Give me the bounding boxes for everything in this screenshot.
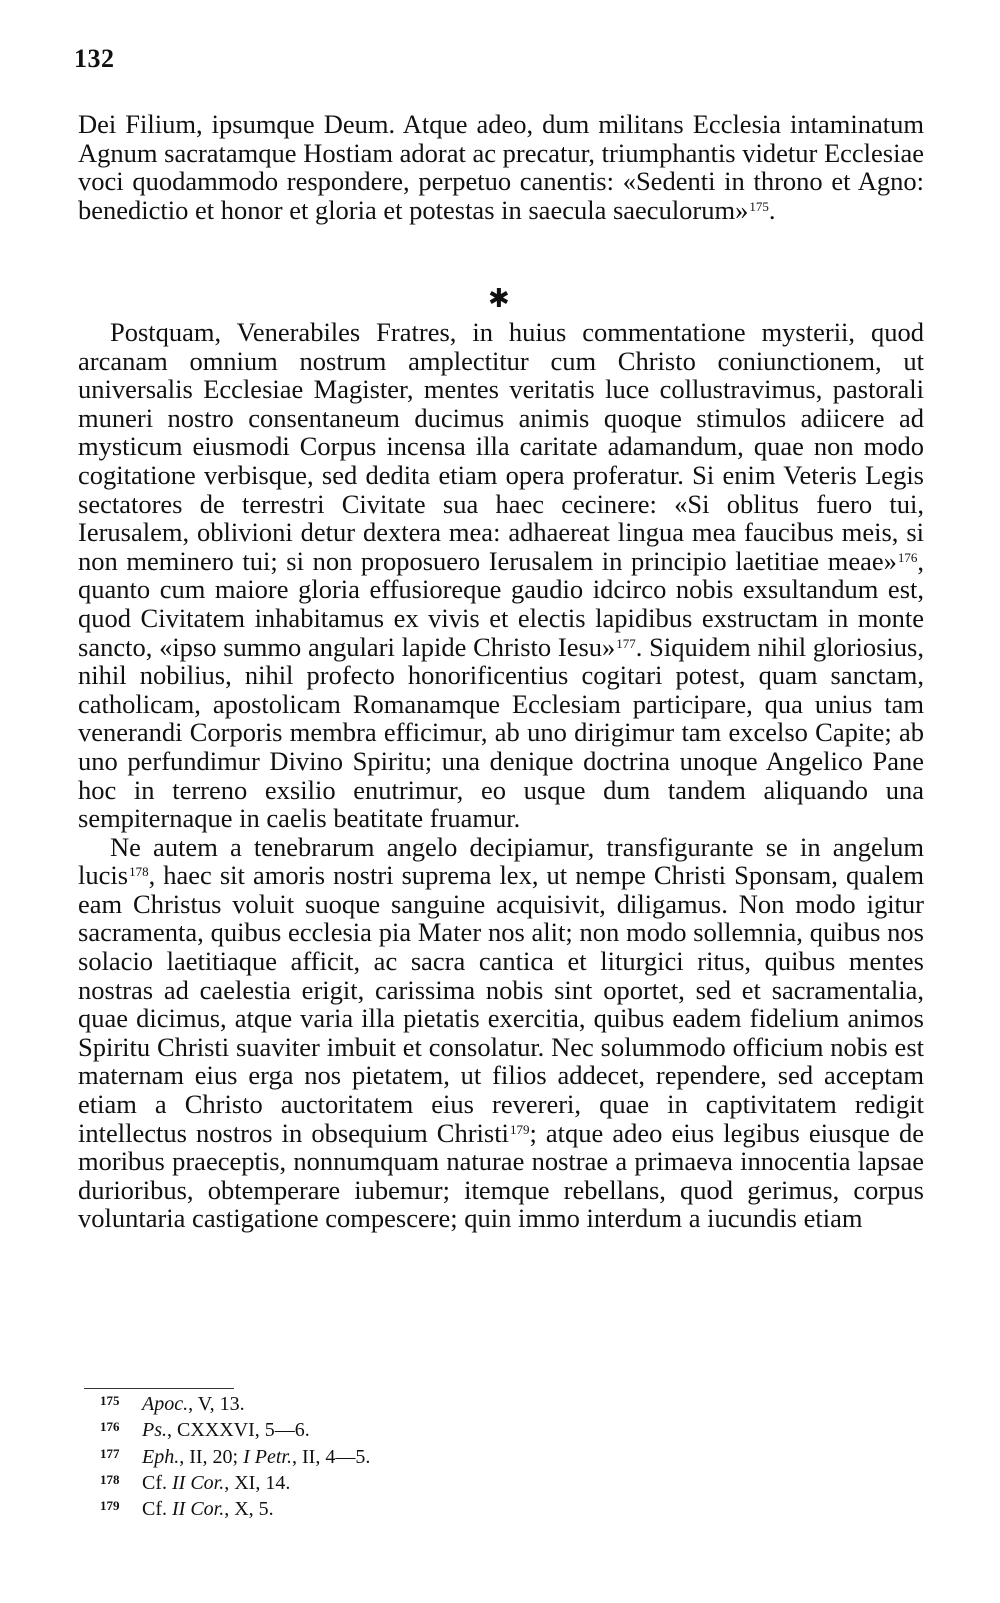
- footnote-ref-177[interactable]: 177: [616, 635, 636, 651]
- footnote-citation: , XI, 14.: [224, 1471, 291, 1494]
- intro-text: Dei Filium, ipsumque Deum. Atque adeo, dum militans Ecclesia intaminatum Agnum sacratamque Hostiam adorat ac precatur, triumphantis videtur Ecclesiae voci quodammodo respondere, perpetuo canentis: «Sedenti in throno et Agno: benedictio et honor et gloria et potestas in saecula saeculorum»: [78, 109, 924, 225]
- footnote-ref-176[interactable]: 176: [897, 549, 918, 565]
- body-text: [78, 318, 924, 1233]
- footnote-citation: , CXXXVI, 5—6.: [167, 1419, 310, 1442]
- intro-end: .: [768, 194, 776, 225]
- paragraph-2-part-1: Ne autem a tenebrarum angelo decipiamur, transfigurante se in angelum lucis: [78, 831, 924, 891]
- footnote-ref-179[interactable]: 179: [509, 1121, 530, 1137]
- footnote-ref-175[interactable]: 175: [749, 198, 769, 214]
- paragraph-1-part-1: Postquam, Venerabiles Fratres, in huius commentatione mysterii, quod arcanam omnium nostrum amplectitur cum Christo coniunctionem, ut universalis Ecclesiae Magister, mentes veritatis luce collustravimus, pastorali muneri nostro consentaneum ducimus animis quoque stimulos adiicere ad mysticum eiusmodi Corpus incensa illa caritate adamandum, quae non modo cogitatione verbisque, sed dedita etiam opera proferatur. Si enim Veteris Legis sectatores de terrestri Civitate sua haec cecinere: «Si oblitus fuero tui, Ierusalem, oblivioni detur dextera mea: adhaereat lingua mea faucibus meis, si non meminero tui; si non proposuero Ierusalem in principio laetitiae meae»: [78, 317, 924, 576]
- footnote-source-2: I Petr.: [243, 1445, 292, 1468]
- intro-paragraph: [78, 110, 924, 224]
- footnote-number: 176: [100, 1419, 120, 1435]
- footnote-number: 177: [100, 1445, 120, 1461]
- footnote-source: Apoc.: [142, 1393, 189, 1415]
- footnote-number: 178: [100, 1471, 120, 1487]
- footnote-number: 175: [100, 1393, 120, 1408]
- footnote-source: II Cor.: [172, 1471, 225, 1494]
- footnote-source: Ps.: [142, 1419, 167, 1442]
- paragraph-2-part-2: , haec sit amoris nostri suprema lex, ut nempe Christi Sponsam, qualem eam Christus voluit suoque sanguine acquisivit, diligamus. Non modo igitur sacramenta, quibus ecclesia pia Mater nos alit; non modo sollemnia, quibus nos solacio laetitiaque afficit, ac sacra cantica et liturgici ritus, quibus mentes nostras ad caelestia erigit, carissima nobis sint oportet, sed et sacramentalia, quae dicimus, atque varia illa pietatis exercitia, quibus eadem fidelium animos Spiritu Christi suaviter imbuit et consolatur. Nec solummodo officium nobis est maternam eius erga nos pietatem, ut filios addecet, rependere, sed acceptam etiam a Christo auctoritatem eius revereri, quae in captivitatem redigit intellectus nostros in obsequium Christi: [78, 860, 924, 1148]
- paragraph-1-part-2: , quanto cum maiore gloria effusioreque gaudio idcirco nobis exsultandum est, quod Civitatem inhabitamus ex vivis et electis lapidibus exstructam in monte sancto, «ipso summo angulari lapide Christo Iesu»: [78, 545, 924, 662]
- footnote-number: 179: [100, 1498, 120, 1514]
- footnote-prefix: Cf.: [142, 1471, 172, 1494]
- footnote-prefix: Cf.: [142, 1498, 172, 1521]
- section-separator-star: ✱: [488, 284, 510, 313]
- paragraph-1-part-3: . Siquidem nihil gloriosius, nihil nobilius, nihil profecto honorificentius cogitari potest, quam sanctam, catholicam, apostolicam Romanamque Ecclesiam participare, qua unius tam venerandi Corporis membra efficimur, ab uno dirigimur tam excelso Capite; ab uno perfundimur Divino Spiritu; una denique doctrina unoque Angelico Pane hoc in terreno exsilio enutrimur, eo usque dum tandem aliquando una sempiternaque in caelis beatitate fruamur.: [78, 631, 924, 834]
- paragraph-1: [78, 318, 924, 833]
- footnote-citation: , X, 5.: [224, 1498, 274, 1521]
- footnote-citation: , II, 20;: [179, 1445, 244, 1468]
- footnote-source: II Cor.: [172, 1498, 225, 1521]
- page-number: 132: [74, 44, 115, 73]
- footnote-ref-178[interactable]: 178: [129, 864, 149, 880]
- footnote-citation: , V, 13.: [188, 1393, 245, 1415]
- footnotes: [100, 1392, 370, 1523]
- paragraph-2: [78, 833, 924, 1233]
- footnote-source: Eph.: [142, 1445, 180, 1468]
- footnote-179: [100, 1497, 370, 1523]
- footnote-citation-2: , II, 4—5.: [292, 1445, 371, 1468]
- paragraph-2-part-3: ; atque adeo eius legibus eiusque de moribus praeceptis, nonnumquam naturae nostrae a primaeva innocentia lapsae durioribus, obtemperare iubemur; itemque rebellans, quod gerimus, corpus voluntaria castigatione compescere; quin immo interdum a iucundis etiam: [78, 1117, 924, 1234]
